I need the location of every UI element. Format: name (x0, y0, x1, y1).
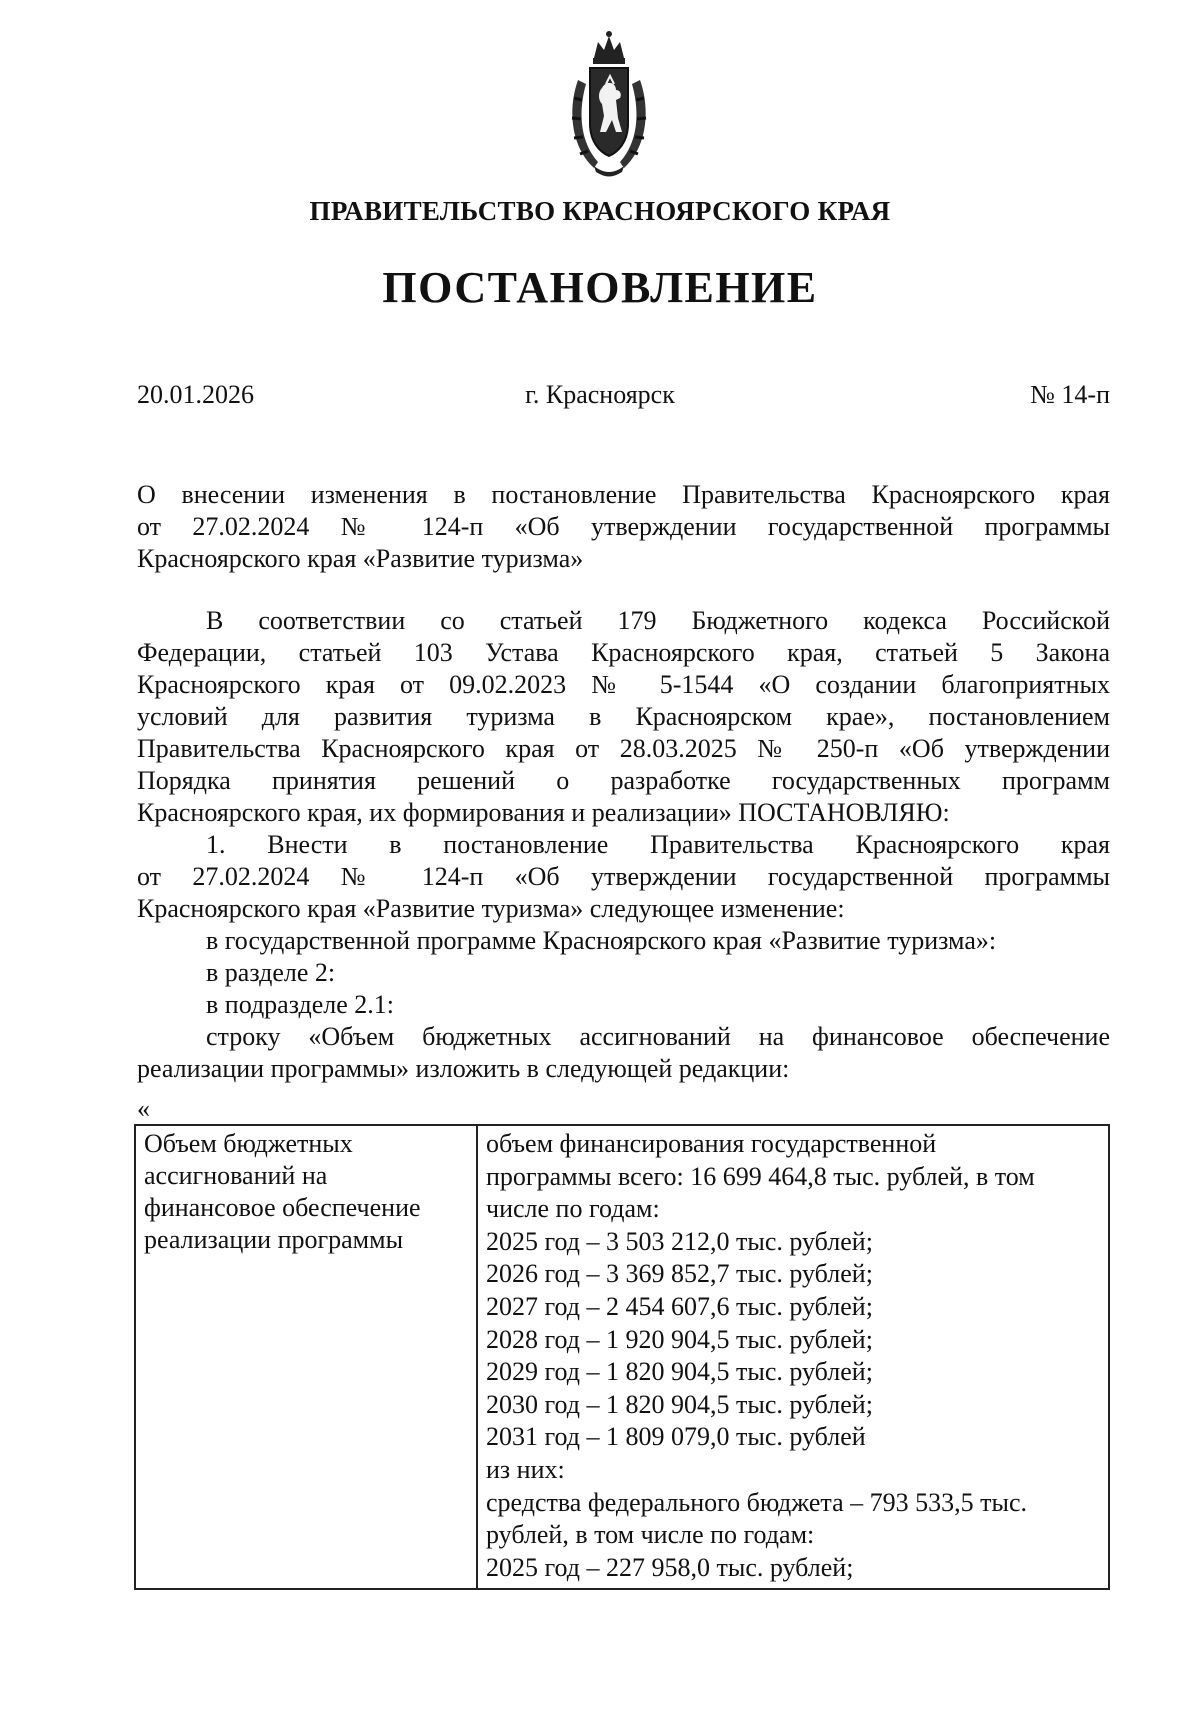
body-line: в разделе 2: (206, 958, 336, 987)
left-cell-line: Объем бюджетных (144, 1129, 353, 1158)
document-date: 20.01.2026 (137, 380, 254, 409)
body-line: реализации программы» изложить в следующей редакции: (137, 1054, 790, 1083)
body-line: в подразделе 2.1: (206, 990, 395, 1019)
right-cell-line: 2031 год – 1 809 079,0 тыс. рублей (486, 1422, 866, 1452)
body-line: в государственной программе Красноярского края «Развитие туризма»: (206, 926, 997, 955)
document-number: № 14-п (1030, 380, 1110, 409)
budget-table (134, 1124, 1110, 1590)
right-cell-line: программы всего: 16 699 464,8 тыс. рублей, в том (486, 1161, 1035, 1191)
right-cell-line: 2029 год – 1 820 904,5 тыс. рублей; (486, 1357, 873, 1387)
right-cell-line: из них: (486, 1454, 565, 1484)
body-line: Правительства Красноярского края от 28.03.2025 № 250-п «Об утверждении (137, 734, 1110, 763)
body-line: Федерации, статьей 103 Устава Красноярского края, статьей 5 Закона (137, 638, 1110, 667)
right-cell-line: рублей, в том числе по годам: (486, 1520, 815, 1550)
right-cell-line: 2025 год – 227 958,0 тыс. рублей; (486, 1552, 854, 1582)
body-line: Красноярского края от 09.02.2023 № 5-1544 «О создании благоприятных (137, 670, 1110, 699)
right-cell-line: 2027 год – 2 454 607,6 тыс. рублей; (486, 1291, 873, 1321)
body-line: Порядка принятия решений о разработке государственных программ (137, 766, 1110, 795)
document-subject (137, 479, 1110, 575)
right-cell-line: 2026 год – 3 369 852,7 тыс. рублей; (486, 1259, 873, 1289)
body-line: строку «Объем бюджетных ассигнований на финансовое обеспечение (206, 1022, 1110, 1051)
left-cell-line: ассигнований на (144, 1161, 328, 1190)
opening-quote-mark: « (137, 1094, 150, 1123)
right-cell-line: средства федерального бюджета – 793 533,5 тыс. (486, 1487, 1027, 1517)
document-body (137, 605, 1110, 1085)
right-cell-line: 2025 год – 3 503 212,0 тыс. рублей; (486, 1226, 873, 1256)
left-cell-line: реализации программы (144, 1225, 404, 1254)
document-city: г. Красноярск (525, 380, 675, 409)
table-right-cell (486, 1128, 1106, 1584)
body-line: Красноярского края «Развитие туризма» следующее изменение: (137, 894, 845, 923)
body-line: условий для развития туризма в Красноярском крае», постановлением (137, 702, 1110, 731)
table-column-divider (476, 1126, 478, 1588)
subject-line: от 27.02.2024 № 124-п «Об утверждении государственной программы (137, 512, 1110, 541)
body-line: 1. Внести в постановление Правительства Красноярского края (206, 830, 1110, 859)
organization-title: ПРАВИТЕЛЬСТВО КРАСНОЯРСКОГО КРАЯ (309, 196, 891, 226)
right-cell-line: 2028 год – 1 920 904,5 тыс. рублей; (486, 1324, 873, 1354)
subject-line: Красноярского края «Развитие туризма» (137, 544, 584, 573)
right-cell-line: числе по годам: (486, 1194, 660, 1224)
body-line: В соответствии со статьей 179 Бюджетного кодекса Российской (206, 606, 1110, 635)
body-line: от 27.02.2024 № 124-п «Об утверждении государственной программы (137, 862, 1110, 891)
body-line: Красноярского края, их формирования и реализации» ПОСТАНОВЛЯЮ: (137, 798, 950, 827)
coat-of-arms-icon (564, 28, 654, 178)
table-left-cell (144, 1128, 469, 1256)
right-cell-line: объем финансирования государственной (486, 1129, 937, 1158)
right-cell-line: 2030 год – 1 820 904,5 тыс. рублей; (486, 1389, 873, 1419)
subject-line: О внесении изменения в постановление Правительства Красноярского края (137, 480, 1110, 509)
left-cell-line: финансовое обеспечение (144, 1193, 421, 1222)
document-type-title: ПОСТАНОВЛЕНИЕ (382, 263, 818, 312)
